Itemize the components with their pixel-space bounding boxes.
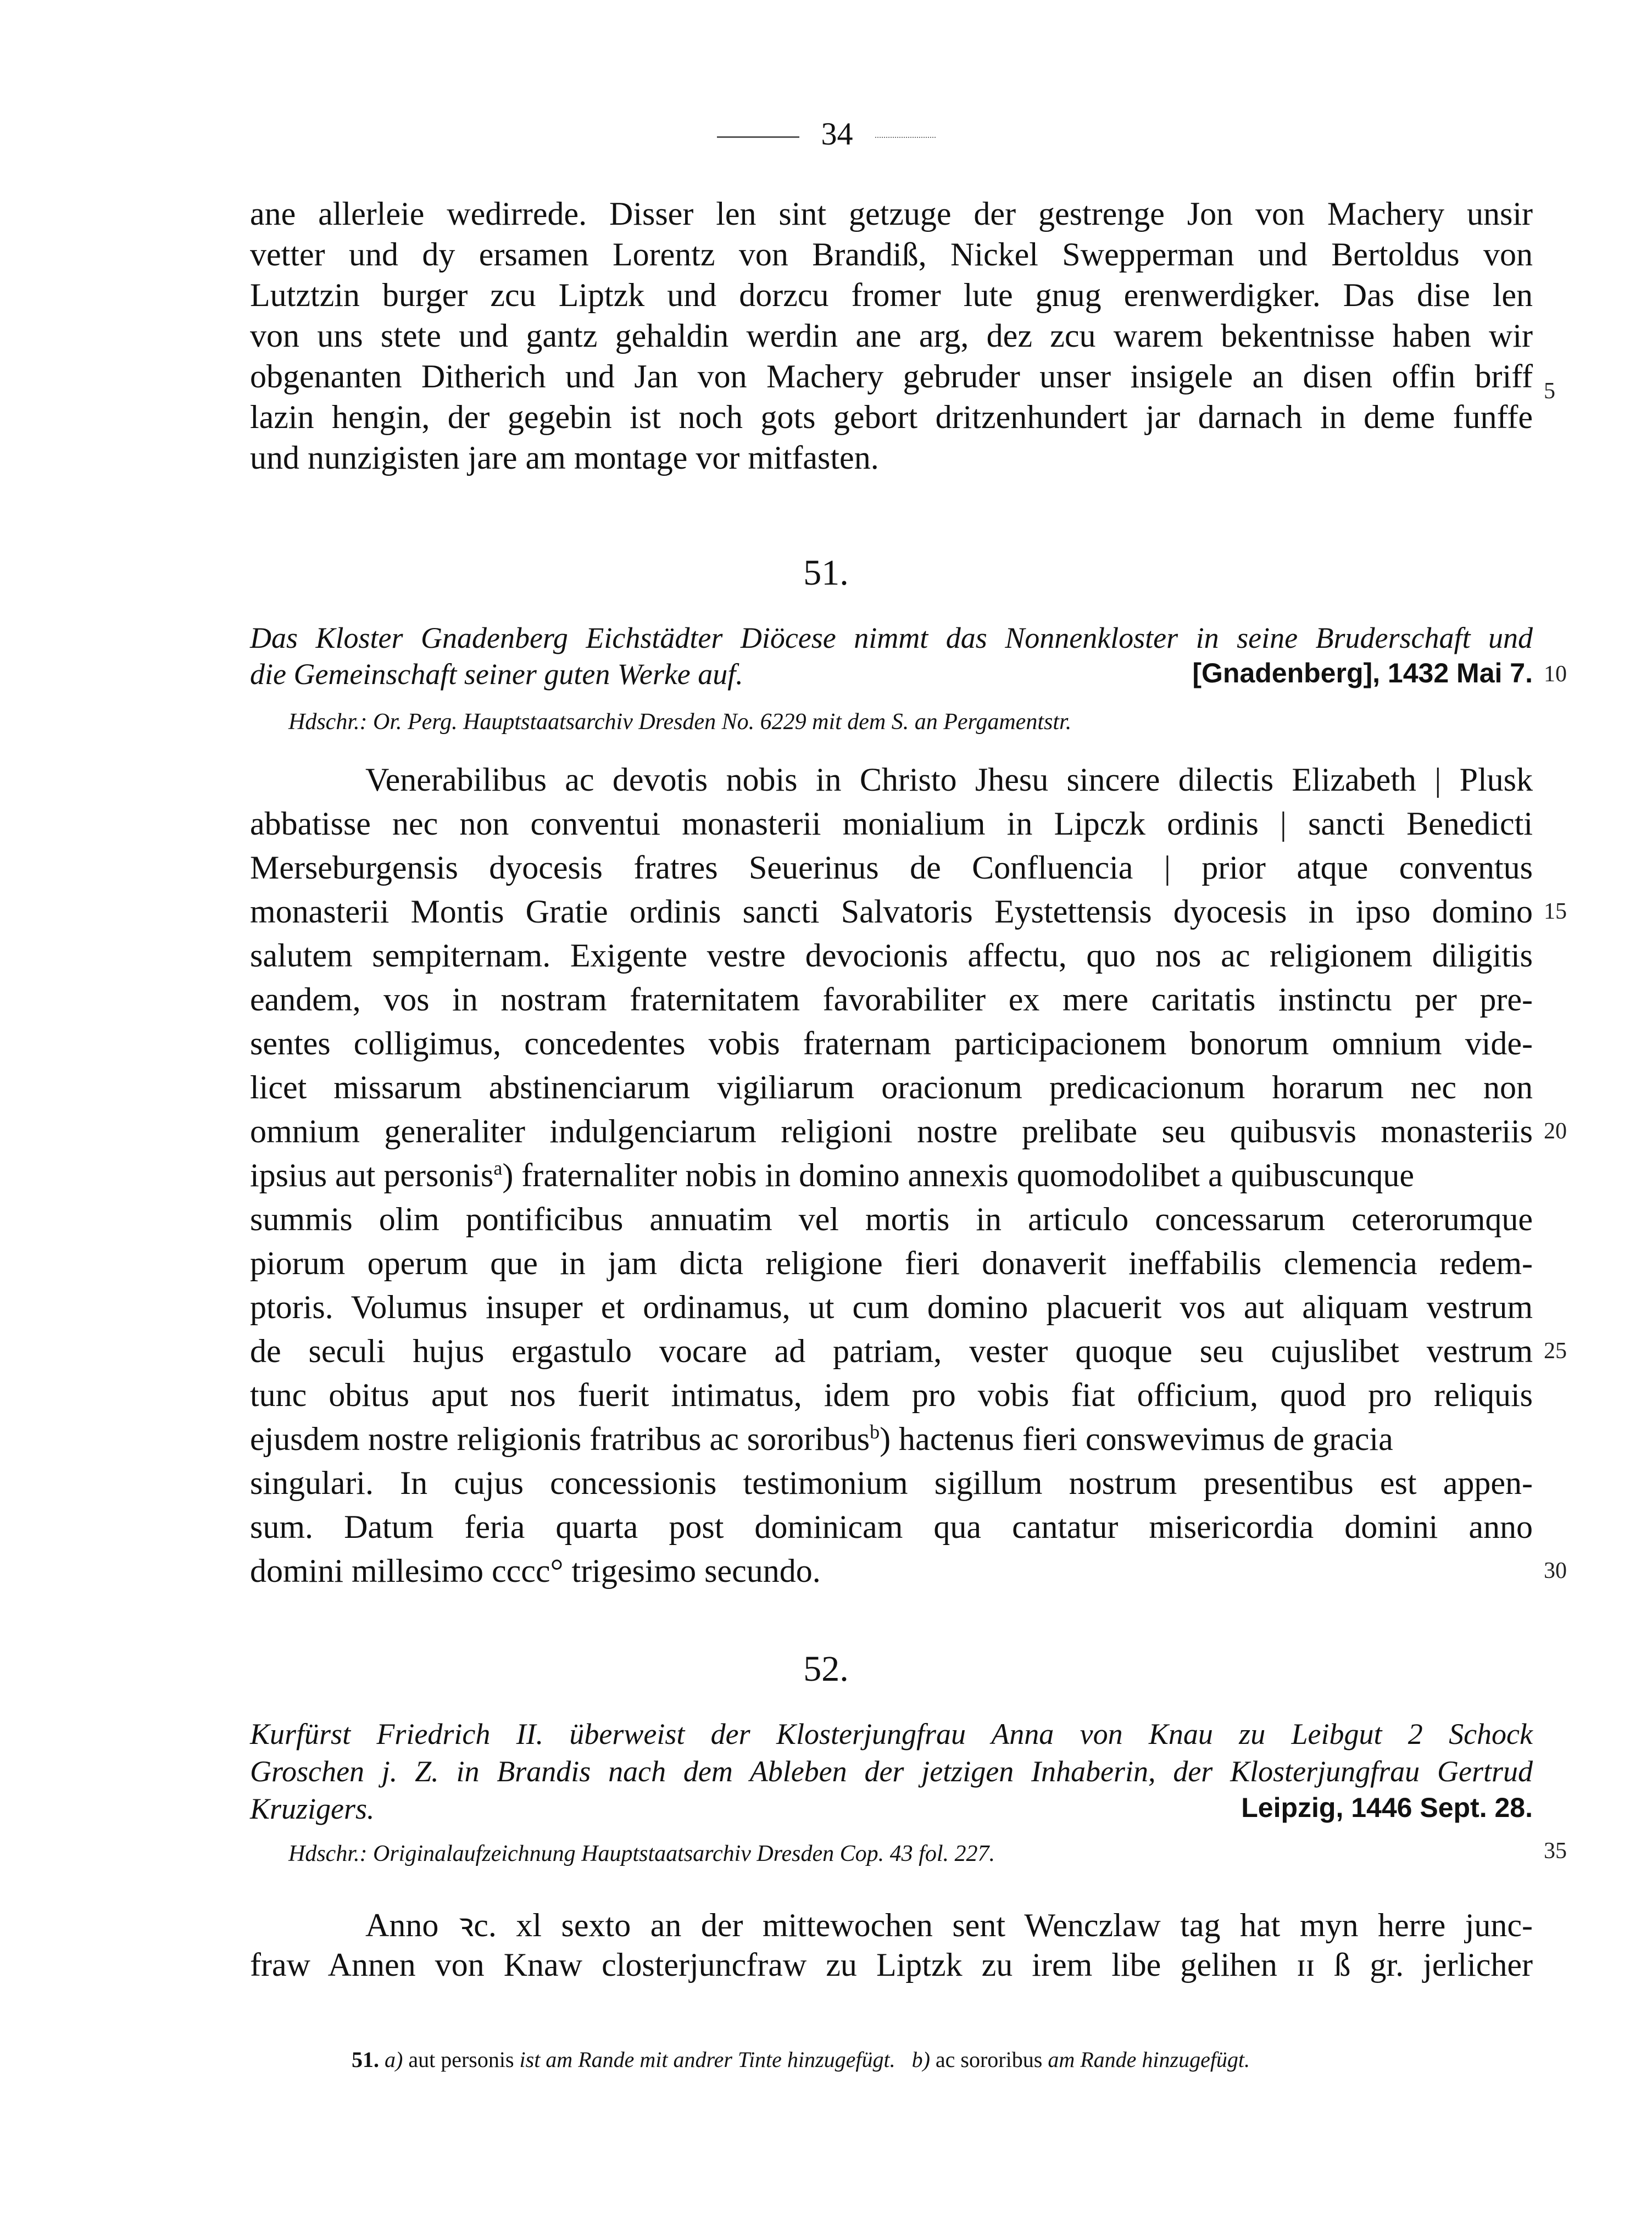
text-line: Lutztzin burger zcu Liptzk und dorzcu fromer lute gnug erenwerdigker. Das dise len	[250, 277, 1533, 313]
margin-line-number: 15	[1544, 899, 1567, 924]
text-line: lazin hengin, der gegebin ist noch gots gebort dritzenhundert jar darnach in deme funffe	[250, 399, 1533, 435]
text-line: Merseburgensis dyocesis fratres Seuerinus de Confluencia | prior atque conventus	[250, 849, 1533, 886]
document-date: [Gnadenberg], 1432 Mai 7.	[1192, 658, 1533, 688]
header-rule-right	[875, 137, 936, 138]
text-line: sum. Datum feria quarta post dominicam qua cantatur misericordia domini anno	[250, 1509, 1533, 1545]
text-line: ptoris. Volumus insuper et ordinamus, ut cum domino placuerit vos aut aliquam vestrum	[250, 1289, 1533, 1325]
page-number-header	[0, 115, 1652, 152]
text-line: sentes colligimus, concedentes vobis fraternam participacionem bonorum omnium vide-	[250, 1025, 1533, 1062]
footnote-label: 51.	[352, 2047, 379, 2072]
footnote-a-text: aut personis	[408, 2047, 514, 2072]
margin-line-number: 30	[1544, 1558, 1567, 1583]
text-line: abbatisse nec non conventui monasterii monialium in Lipczk ordinis | sancti Benedicti	[250, 805, 1533, 842]
text-line	[250, 1157, 1533, 1194]
text-line: eandem, vos in nostram fraternitatem favorabiliter ex mere caritatis instinctu per pre-	[250, 981, 1533, 1018]
text-line: de seculi hujus ergastulo vocare ad patriam, vester quoque seu cujuslibet vestrum	[250, 1333, 1533, 1369]
text-line: salutem sempiternam. Exigente vestre devocionis affectu, quo nos ac religionem diligitis	[250, 937, 1533, 974]
text-line: ane allerleie wedirrede. Disser len sint getzuge der gestrenge Jon von Machery unsir	[250, 196, 1533, 232]
summary-line: Kurfürst Friedrich II. überweist der Klosterjungfrau Anna von Knau zu Leibgut 2 Schock	[250, 1718, 1533, 1750]
text-line: tunc obitus aput nos fuerit intimatus, idem pro vobis fiat officium, quod pro reliquis	[250, 1377, 1533, 1413]
summary-line-text: Kruzigers.	[250, 1792, 375, 1825]
margin-line-number: 10	[1544, 662, 1567, 687]
text-line	[250, 1420, 1533, 1458]
margin-line-number: 25	[1544, 1338, 1567, 1364]
summary-line	[250, 657, 1533, 691]
margin-line-number: 35	[1544, 1838, 1567, 1864]
footnote-mark-a: a	[493, 1157, 503, 1179]
text-line: singulari. In cujus concessionis testimonium sigillum nostrum presentibus est appen-	[250, 1465, 1533, 1501]
footnotes	[352, 2047, 1250, 2072]
text-line: piorum operum que in jam dicta religione fieri donaverit ineffabilis clemencia redem-	[250, 1245, 1533, 1281]
summary-line: Groschen j. Z. in Brandis nach dem Ableben der jetzigen Inhaberin, der Klosterjungfrau Gertrud	[250, 1755, 1533, 1788]
summary-line-text: die Gemeinschaft seiner guten Werke auf.	[250, 658, 743, 691]
margin-line-number: 20	[1544, 1119, 1567, 1144]
text-line: obgenanten Ditherich und Jan von Machery gebruder unser insigele an disen offin briff	[250, 358, 1533, 394]
text-line: von uns stete und gantz gehaldin werdin ane arg, dez zcu warem bekentnisse haben wir	[250, 318, 1533, 354]
text-fragment: ) fraternaliter nobis in domino annexis quomodolibet a quibuscunque	[502, 1157, 1414, 1193]
text-line: summis olim pontificibus annuatim vel mortis in articulo concessarum ceterorumque	[250, 1201, 1533, 1237]
text-fragment: ) hactenus fieri conswevimus de gracia	[880, 1421, 1393, 1457]
text-segment	[250, 1157, 1414, 1194]
text-line: vetter und dy ersamen Lorentz von Brandiß, Nickel Swepperman und Bertoldus von	[250, 236, 1533, 273]
text-line	[250, 1901, 1533, 1946]
text-line: omnium generaliter indulgenciarum religioni nostre prelibate seu quibusvis monasteriis	[250, 1113, 1533, 1149]
footnote-mark-b: b	[870, 1421, 880, 1443]
footnote-a-comment: ist am Rande mit andrer Tinte hinzugefügt.	[519, 2047, 895, 2072]
margin-line-number: 5	[1544, 379, 1555, 404]
summary-line	[250, 1792, 1533, 1826]
document-number-51: 51.	[803, 553, 849, 593]
footnote-b-mark: b)	[911, 2047, 930, 2072]
text-line: und nunzigisten jare am montage vor mitfasten.	[250, 440, 879, 476]
text-line-content: Venerabilibus ac devotis nobis in Christo Jhesu sincere dilectis Elizabeth | Plusk	[365, 762, 1533, 798]
footnote-b-comment: am Rande hinzugefügt.	[1048, 2047, 1250, 2072]
text-line: domini millesimo cccc° trigesimo secundo.	[250, 1553, 821, 1589]
text-fragment: ipsius aut personis	[250, 1157, 494, 1193]
text-line	[250, 761, 1533, 799]
summary-line: Das Kloster Gnadenberg Eichstädter Diöcese nimmt das Nonnenkloster in seine Bruderschaft und	[250, 621, 1533, 654]
source-note: Hdschr.: Or. Perg. Hauptstaatsarchiv Dresden No. 6229 mit dem S. an Pergamentstr.	[288, 709, 1072, 735]
document-number-52: 52.	[803, 1649, 849, 1689]
footnote-a-mark: a)	[385, 2047, 403, 2072]
text-line: licet missarum abstinenciarum vigiliarum oracionum predicacionum horarum nec non	[250, 1069, 1533, 1105]
text-line-content: Anno ꝛc. xl sexto an der mittewochen sent Wenczlaw tag hat myn herre junc-	[365, 1907, 1533, 1943]
source-note: Hdschr.: Originalaufzeichnung Hauptstaatsarchiv Dresden Cop. 43 fol. 227.	[288, 1841, 995, 1866]
footnote-b-text: ac sororibus	[935, 2047, 1043, 2072]
header-rule-left	[717, 136, 799, 138]
text-fragment: ejusdem nostre religionis fratribus ac sororibus	[250, 1421, 870, 1457]
document-date: Leipzig, 1446 Sept. 28.	[1241, 1792, 1533, 1823]
page-number: 34	[821, 116, 853, 152]
text-line: monasterii Montis Gratie ordinis sancti Salvatoris Eystettensis dyocesis in ipso domino	[250, 893, 1533, 930]
text-line: fraw Annen von Knaw closterjuncfraw zu Liptzk zu irem libe gelihen ɪɪ ß gr. jerlicher	[250, 1947, 1533, 1983]
